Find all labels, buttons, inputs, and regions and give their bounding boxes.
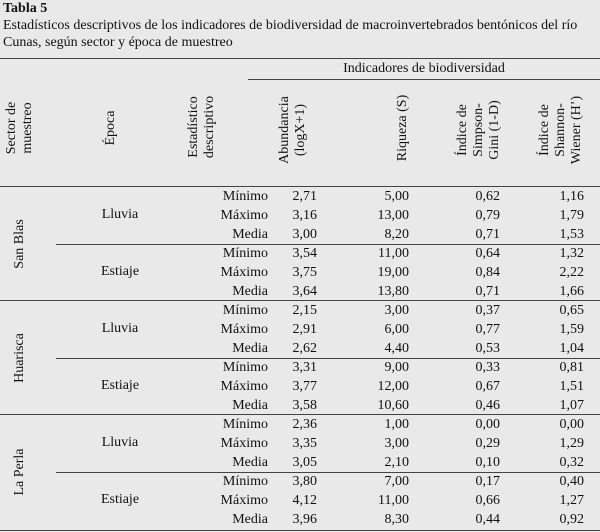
stat-label: Mínimo — [222, 360, 268, 375]
cell-simpson: 0,71 — [475, 284, 500, 299]
header-simpson: Índice de Simpson- Gini (1-D) — [455, 100, 502, 160]
cell-riqueza: 8,20 — [384, 227, 409, 242]
header-riqueza: Riqueza (S) — [395, 94, 410, 162]
cell-riqueza: 4,40 — [384, 341, 409, 356]
cell-riqueza: 2,10 — [384, 455, 409, 470]
cell-riqueza: 3,00 — [384, 303, 409, 318]
stat-label: Media — [232, 398, 268, 413]
cell-simpson: 0,44 — [475, 512, 500, 527]
sector-label: San Blas — [12, 219, 27, 269]
cell-riqueza: 11,00 — [378, 246, 409, 261]
cell-simpson: 0,71 — [475, 227, 500, 242]
stat-label: Media — [232, 341, 268, 356]
stat-label: Mínimo — [222, 417, 268, 432]
cell-shannon: 1,59 — [559, 322, 584, 337]
cell-simpson: 0,29 — [475, 436, 500, 451]
season-label: Estiaje — [100, 492, 140, 507]
cell-shannon: 1,04 — [559, 341, 584, 356]
group-rule — [248, 79, 600, 80]
cell-riqueza: 5,00 — [384, 189, 409, 204]
cell-abundancia: 3,77 — [292, 379, 317, 394]
cell-abundancia: 3,75 — [292, 265, 317, 280]
cell-abundancia: 3,00 — [292, 227, 317, 242]
cell-abundancia: 2,62 — [292, 341, 317, 356]
cell-abundancia: 4,12 — [292, 493, 317, 508]
cell-shannon: 1,07 — [559, 398, 584, 413]
cell-shannon: 0,40 — [559, 474, 584, 489]
season-label: Lluvia — [101, 207, 139, 222]
stat-label: Mínimo — [222, 303, 268, 318]
cell-riqueza: 12,00 — [377, 379, 409, 394]
stat-label: Mínimo — [222, 474, 268, 489]
stat-label: Media — [232, 455, 268, 470]
cell-abundancia: 3,58 — [292, 398, 317, 413]
cell-abundancia: 3,35 — [292, 436, 317, 451]
cell-shannon: 0,32 — [559, 455, 584, 470]
stat-label: Mínimo — [222, 246, 268, 261]
stat-label: Media — [232, 284, 268, 299]
cell-riqueza: 13,00 — [377, 208, 409, 223]
stat-label: Máximo — [220, 208, 268, 223]
cell-simpson: 0,66 — [475, 493, 500, 508]
cell-shannon: 1,51 — [559, 379, 584, 394]
cell-riqueza: 10,60 — [377, 398, 409, 413]
cell-abundancia: 3,54 — [292, 246, 317, 261]
cell-shannon: 1,29 — [559, 436, 584, 451]
cell-riqueza: 3,00 — [384, 436, 409, 451]
cell-abundancia: 3,96 — [292, 512, 317, 527]
stat-label: Máximo — [220, 436, 268, 451]
stat-label: Mínimo — [222, 189, 268, 204]
season-label: Estiaje — [100, 264, 140, 279]
stat-label: Máximo — [220, 493, 268, 508]
bottom-rule — [0, 530, 600, 531]
cell-abundancia: 3,64 — [292, 284, 317, 299]
cell-shannon: 2,22 — [559, 265, 584, 280]
cell-simpson: 0,67 — [475, 379, 500, 394]
cell-shannon: 1,27 — [559, 493, 584, 508]
cell-riqueza: 7,00 — [384, 474, 409, 489]
cell-shannon: 1,16 — [559, 189, 584, 204]
header-epoca: Época — [103, 110, 118, 146]
stat-label: Máximo — [220, 379, 268, 394]
header-abundancia: Abundancia (logX+1) — [277, 96, 308, 164]
header-stat: Estadístico descriptivo — [186, 95, 217, 159]
cell-riqueza: 8,30 — [384, 512, 409, 527]
stat-label: Máximo — [220, 265, 268, 280]
header-sector: Sector de muestreo — [4, 101, 35, 155]
table-caption: Estadísticos descriptivos de los indicadores de biodiversidad de macroinvertebrados bentónicos del río Cunas, según sector y época de muestreo — [3, 18, 578, 50]
header-shannon: Índice de Shannon- Wiener (H’) — [537, 95, 584, 165]
season-rule — [56, 244, 600, 245]
cell-abundancia: 3,05 — [292, 455, 317, 470]
cell-simpson: 0,00 — [475, 417, 500, 432]
cell-abundancia: 3,16 — [292, 208, 317, 223]
header-rule — [0, 186, 600, 187]
cell-simpson: 0,53 — [475, 341, 500, 356]
cell-abundancia: 2,91 — [292, 322, 317, 337]
group-header: Indicadores de biodiversidad — [343, 61, 505, 76]
cell-simpson: 0,46 — [475, 398, 500, 413]
season-rule — [56, 358, 600, 359]
cell-riqueza: 13,80 — [377, 284, 409, 299]
stat-label: Máximo — [220, 322, 268, 337]
sector-label: La Perla — [12, 448, 27, 496]
top-rule — [0, 58, 600, 59]
cell-riqueza: 6,00 — [384, 322, 409, 337]
season-label: Lluvia — [101, 321, 139, 336]
cell-abundancia: 2,15 — [292, 303, 317, 318]
cell-riqueza: 9,00 — [384, 360, 409, 375]
cell-simpson: 0,79 — [475, 208, 500, 223]
cell-simpson: 0,33 — [475, 360, 500, 375]
cell-abundancia: 2,71 — [292, 189, 317, 204]
cell-abundancia: 3,80 — [292, 474, 317, 489]
table-label: Tabla 5 — [3, 1, 48, 16]
season-label: Estiaje — [100, 378, 140, 393]
cell-abundancia: 3,31 — [292, 360, 317, 375]
stat-label: Media — [232, 227, 268, 242]
cell-simpson: 0,37 — [475, 303, 500, 318]
cell-riqueza: 1,00 — [384, 417, 409, 432]
cell-simpson: 0,10 — [475, 455, 500, 470]
cell-simpson: 0,84 — [475, 265, 500, 280]
cell-riqueza: 11,00 — [378, 493, 409, 508]
sector-rule-2 — [0, 414, 600, 415]
cell-simpson: 0,64 — [475, 246, 500, 261]
season-label: Lluvia — [101, 435, 139, 450]
cell-simpson: 0,62 — [475, 189, 500, 204]
cell-simpson: 0,77 — [475, 322, 500, 337]
cell-shannon: 1,53 — [559, 227, 584, 242]
cell-shannon: 1,66 — [559, 284, 584, 299]
sector-label: Huarisca — [12, 333, 27, 383]
stat-label: Media — [232, 512, 268, 527]
cell-simpson: 0,17 — [475, 474, 500, 489]
cell-shannon: 1,79 — [559, 208, 584, 223]
cell-abundancia: 2,36 — [292, 417, 317, 432]
season-rule — [56, 472, 600, 473]
cell-shannon: 0,92 — [559, 512, 584, 527]
cell-riqueza: 19,00 — [377, 265, 409, 280]
cell-shannon: 0,00 — [559, 417, 584, 432]
cell-shannon: 0,81 — [559, 360, 584, 375]
sector-rule-1 — [0, 300, 600, 301]
cell-shannon: 1,32 — [559, 246, 584, 261]
cell-shannon: 0,65 — [559, 303, 584, 318]
